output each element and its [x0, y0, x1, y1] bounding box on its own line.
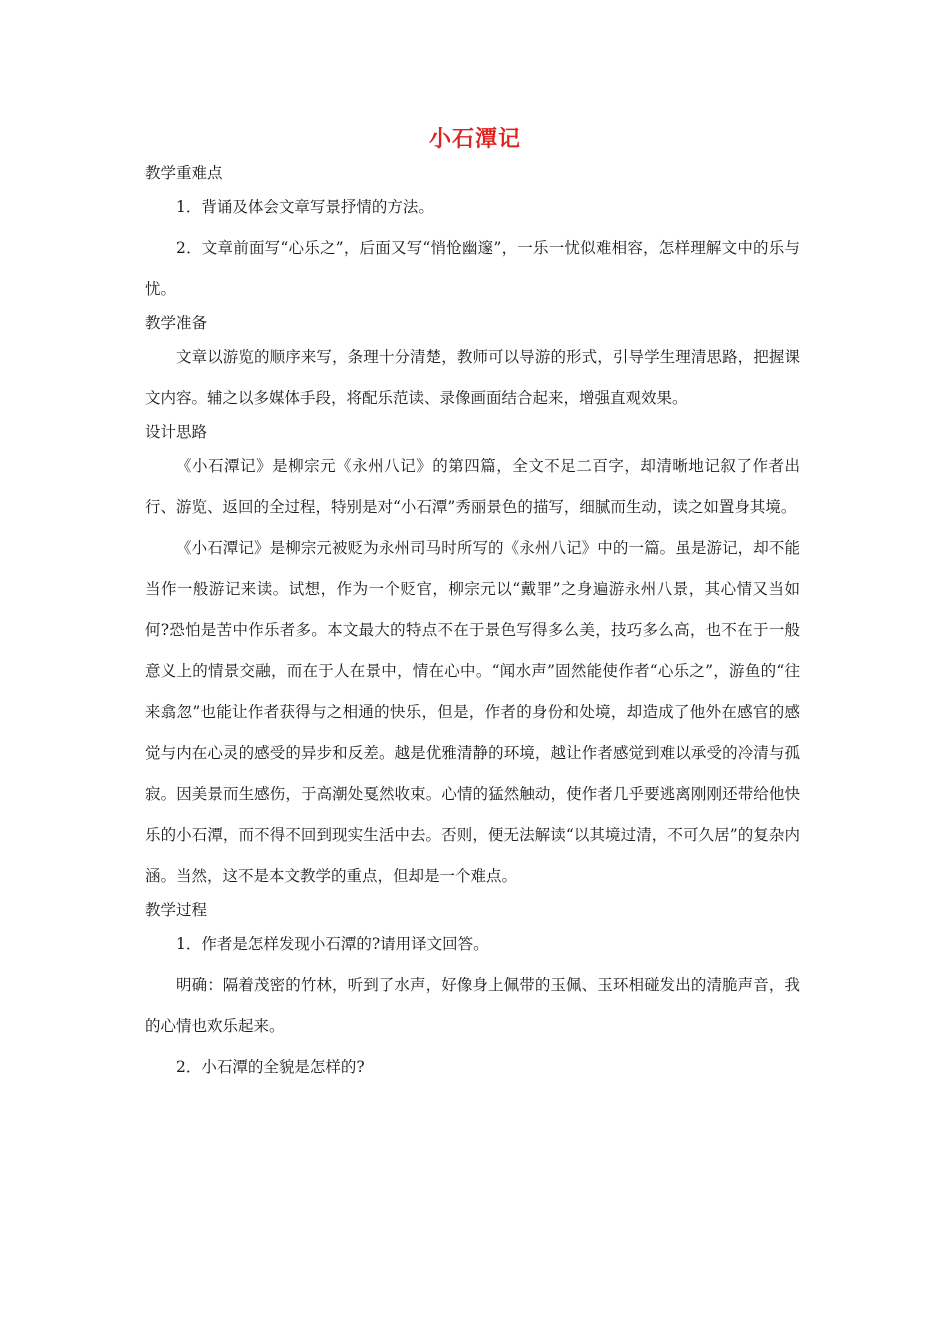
section-heading-preparation: 教学准备 [145, 314, 208, 332]
difficulty-item-1: 1．背诵及体会文章写景抒情的方法。 [176, 198, 434, 216]
section-heading-process: 教学过程 [145, 901, 208, 919]
preparation-paragraph: 文章以游览的顺序来写，条理十分清楚，教师可以导游的形式，引导学生理清思路，把握课文内容。辅之以多媒体手段，将配乐范读、录像画面结合起来，增强直观效果。 [145, 348, 800, 407]
design-paragraph-1: 《小石潭记》是柳宗元《永州八记》的第四篇，全文不足二百字，却清晰地记叙了作者出行、游览、返回的全过程，特别是对“小石潭”秀丽景色的描写，细腻而生动，读之如置身其境。 [145, 457, 800, 516]
document-body [145, 160, 800, 1088]
process-item-2: 2．小石潭的全貌是怎样的? [176, 1058, 365, 1076]
process-item-1: 1．作者是怎样发现小石潭的?请用译文回答。 [176, 935, 489, 953]
difficulty-item-2: 2．文章前面写“心乐之”，后面又写“悄怆幽邃”，一乐一忧似难相容，怎样理解文中的乐与忧。 [145, 239, 800, 298]
section-heading-difficulties: 教学重难点 [145, 164, 223, 182]
process-answer-1: 明确：隔着茂密的竹林，听到了水声，好像身上佩带的玉佩、玉环相碰发出的清脆声音，我的心情也欢乐起来。 [145, 976, 800, 1035]
document-title: 小石潭记 [428, 126, 521, 152]
section-heading-design: 设计思路 [145, 423, 208, 441]
design-paragraph-2: 《小石潭记》是柳宗元被贬为永州司马时所写的《永州八记》中的一篇。虽是游记，却不能当作一般游记来读。试想，作为一个贬官，柳宗元以“戴罪”之身遍游永州八景，其心情又当如何?恐怕是苦中作乐者多。本文最大的特点不在于景色写得多么美，技巧多么高，也不在于一般意义上的情景交融，而在于人在景中，情在心中。“闻水声”固然能使作者“心乐之”，游鱼的“往来翕忽”也能让作者获得与之相通的快乐，但是，作者的身份和处境，却造成了他外在感官的感觉与内在心灵的感受的异步和反差。越是优雅清静的环境，越让作者感觉到难以承受的冷清与孤寂。因美景而生感伤，于高潮处戛然收束。心情的猛然触动，使作者几乎要逃离刚刚还带给他快乐的小石潭，而不得不回到现实生活中去。否则，便无法解读“以其境过清，不可久居”的复杂内涵。当然，这不是本文教学的重点，但却是一个难点。 [145, 539, 800, 885]
